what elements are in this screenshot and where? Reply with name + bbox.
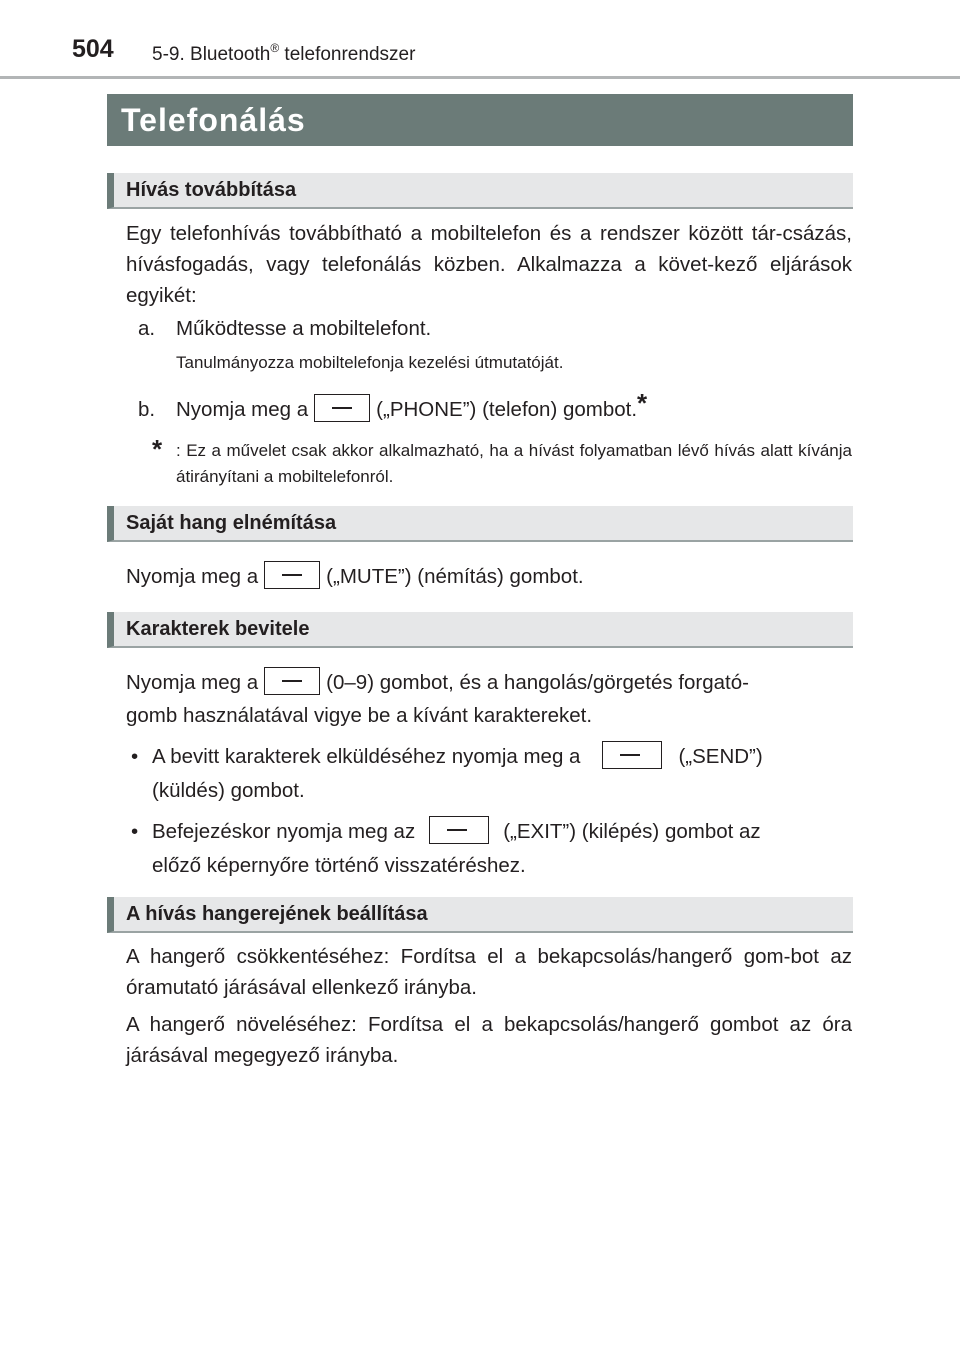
section-heading-volume — [107, 897, 853, 933]
number-button-icon — [264, 667, 320, 695]
send-button-icon — [602, 741, 662, 769]
page-header — [0, 0, 960, 80]
mute-pre: Nyomja meg a — [126, 565, 259, 588]
characters-line1 — [126, 667, 852, 698]
characters-post: (0–9) gombot, és a hangolás/görgetés forgató- — [326, 671, 749, 694]
volume-decrease: A hangerő csökkentéséhez: Fordítsa el a bekapcsolás/hangerő gom-bot az óramutató járásával ellenkező irányba. — [126, 945, 852, 999]
footnote-star: * — [152, 434, 163, 464]
characters-line2: gomb használatával vigye be a kívánt karaktereket. — [126, 704, 593, 727]
mute-button-icon — [264, 561, 320, 589]
exit-button-icon — [429, 816, 489, 844]
section-heading-characters-text: Karakterek bevitele — [126, 618, 310, 640]
footnote-marker: * — [637, 388, 648, 418]
section-heading-forwarding-text: Hívás továbbítása — [126, 179, 297, 201]
volume-increase: A hangerő növeléséhez: Fordítsa el a bekapcsolás/hangerő gombot az óra járásával megegyező irányba. — [126, 1013, 852, 1067]
bullet-2-line1 — [152, 816, 852, 847]
registered-mark: ® — [270, 41, 280, 55]
characters-pre: Nyomja meg a — [126, 671, 259, 694]
phone-button-icon — [314, 394, 370, 422]
title-banner — [107, 94, 853, 146]
bullet-2-post: („EXIT”) (kilépés) gombot az — [503, 820, 761, 843]
bullet-1-pre: A bevitt karakterek elküldéséhez nyomja meg a — [152, 745, 581, 768]
bullet-2-pre: Befejezéskor nyomja meg az — [152, 820, 416, 843]
chapter-prefix: 5-9. Bluetooth — [152, 44, 271, 65]
bullet-1-line2: (küldés) gombot. — [152, 779, 305, 802]
item-b-pre: Nyomja meg a — [176, 398, 309, 421]
item-a-text: Működtesse a mobiltelefont. — [176, 317, 432, 340]
bullet-1-symbol: • — [131, 745, 139, 768]
chapter-suffix: telefonrendszer — [279, 44, 416, 65]
bullet-2-symbol: • — [131, 820, 139, 843]
item-b-label: b. — [138, 398, 156, 421]
forwarding-intro: Egy telefonhívás továbbítható a mobiltelefon és a rendszer között tár-csázás, hívásfogadás, vagy telefonálás közben. Alkalmazza a követ-kező eljárások egyikét: — [126, 222, 852, 307]
page-title: Telefonálás — [121, 102, 306, 138]
section-heading-mute — [107, 506, 853, 542]
footnote-text: : Ez a művelet csak akkor alkalmazható, ha a hívást folyamatban lévő hívás alatt kívánja átirányítani a mobiltelefonról. — [176, 441, 852, 486]
section-heading-characters — [107, 612, 853, 648]
item-b-line — [176, 388, 852, 425]
mute-instruction — [126, 561, 852, 592]
section-heading-volume-text: A hívás hangerejének beállítása — [126, 903, 428, 925]
item-a-note: Tanulmányozza mobiltelefonja kezelési útmutatóját. — [176, 353, 564, 372]
bullet-1-line1 — [152, 741, 852, 772]
header-divider — [0, 76, 960, 79]
chapter-title — [152, 41, 416, 66]
item-a-label: a. — [138, 317, 156, 340]
bullet-2-line2: előző képernyőre történő visszatéréshez. — [152, 854, 526, 877]
mute-post: („MUTE”) (némítás) gombot. — [326, 565, 584, 588]
item-b-post: („PHONE”) (telefon) gombot. — [376, 398, 638, 421]
section-heading-mute-text: Saját hang elnémítása — [126, 512, 337, 534]
section-heading-forwarding — [107, 173, 853, 209]
bullet-1-post: („SEND”) — [678, 745, 763, 768]
page-number: 504 — [72, 35, 114, 63]
